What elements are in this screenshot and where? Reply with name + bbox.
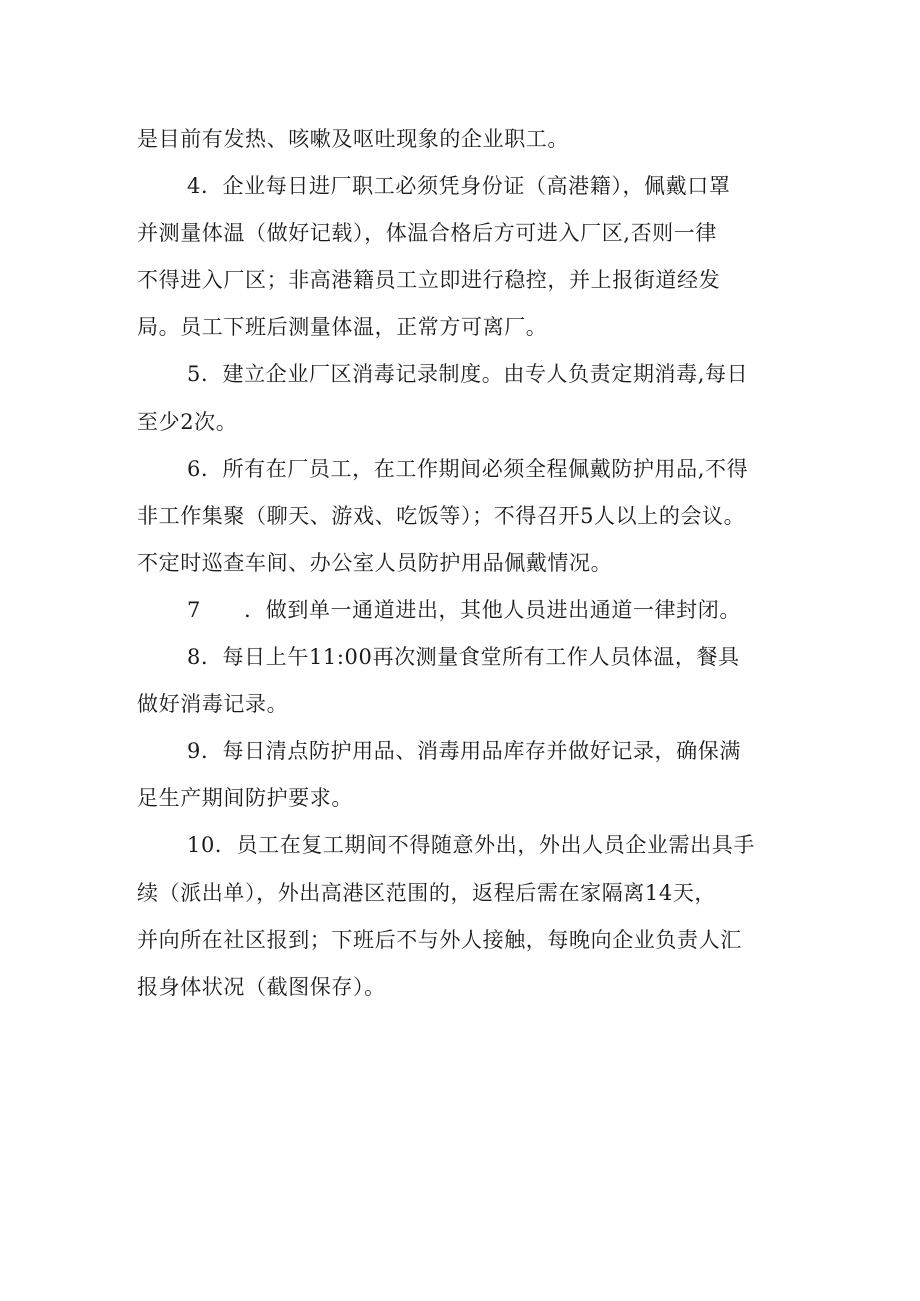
paragraph-line: 并测量体温（做好记载），体温合格后方可进入厂区,否则一律 bbox=[137, 221, 717, 246]
paragraph-line: 至少2次。 bbox=[137, 409, 238, 434]
paragraph-line: 报身体状况（截图保存）。 bbox=[137, 974, 386, 999]
paragraph-line: 不定时巡查车间、办公室人员防护用品佩戴情况。 bbox=[137, 550, 613, 575]
paragraph-first-line: 6．所有在厂员工，在工作期间必须全程佩戴防护用品,不得 bbox=[187, 456, 749, 481]
paragraph-line: 局。员工下班后测量体温，正常方可离厂。 bbox=[137, 315, 548, 340]
paragraph-line: 非工作集聚（聊天、游戏、吃饭等）；不得召开5人以上的会议。 bbox=[137, 503, 746, 528]
paragraph-first-line: 7 ．做到单一通道进出，其他人员进出通道一律封闭。 bbox=[187, 597, 741, 622]
paragraph-line: 不得进入厂区；非高港籍员工立即进行稳控，并上报街道经发 bbox=[137, 268, 721, 293]
paragraph-line: 续（派出单），外出高港区范围的，返程后需在家隔离14天， bbox=[137, 880, 717, 905]
document-body bbox=[137, 116, 837, 1011]
paragraph-first-line: 4．企业每日进厂职工必须凭身份证（高港籍），佩戴口罩 bbox=[187, 174, 731, 199]
paragraph-line: 是目前有发热、咳嗽及呕吐现象的企业职工。 bbox=[137, 127, 569, 151]
paragraph-first-line: 5．建立企业厂区消毒记录制度。由专人负责定期消毒,每日 bbox=[187, 362, 749, 387]
paragraph-line: 足生产期间防护要求。 bbox=[137, 786, 353, 811]
paragraph-line: 并向所在社区报到；下班后不与外人接触，每晚向企业负责人汇 bbox=[137, 927, 742, 952]
paragraph-first-line: 9．每日清点防护用品、消毒用品库存并做好记录，确保满 bbox=[187, 739, 741, 764]
paragraph-line: 做好消毒记录。 bbox=[137, 692, 289, 717]
paragraph-first-line: 10．员工在复工期间不得随意外出，外出人员企业需出具手 bbox=[187, 833, 755, 858]
paragraph-first-line: 8．每日上午11:00再次测量食堂所有工作人员体温，餐具 bbox=[187, 645, 740, 670]
